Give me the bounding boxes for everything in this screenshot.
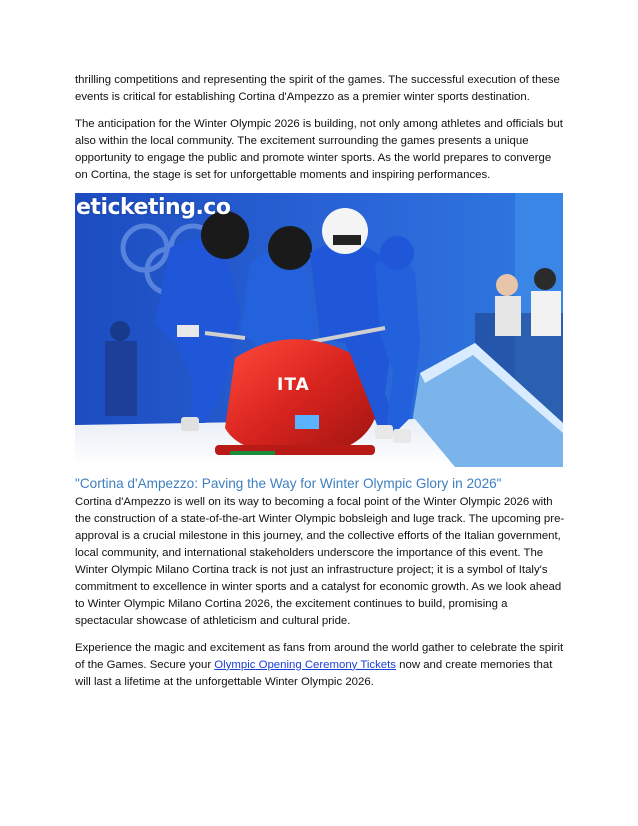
- closing-text-before: Experience the magic and excitement as fans from around the world gather to celebrate the spirit of the Games. Secure your: [75, 641, 564, 671]
- paragraph-intro: thrilling competitions and representing the spirit of the games. The successful execution of these events is critical for establishing Cortina d'Ampezzo as a premier winter sports destination.: [75, 74, 560, 103]
- bobsleigh-sled: [215, 340, 375, 456]
- opening-ceremony-tickets-link[interactable]: Olympic Opening Ceremony Tickets: [214, 658, 396, 671]
- bobsleigh-illustration: [75, 193, 563, 467]
- sled-country-code: ITA: [277, 375, 310, 396]
- paragraph-closing: [75, 640, 565, 691]
- bobsleigh-photo: [75, 193, 563, 467]
- section-heading: "Cortina d'Ampezzo: Paving the Way for Winter Olympic Glory in 2026": [75, 476, 502, 492]
- document-content: [75, 72, 565, 700]
- paragraph-anticipation: The anticipation for the Winter Olympic 2026 is building, not only among athletes and officials but also within the local community. The excitement surrounding the games presents a unique opportunity to engage the public and promote winter sports. As the world prepares to converge on Cortina, the stage is set for unforgettable moments and inspiring performances.: [75, 117, 563, 181]
- closing-text-after: now and create memories that will last a lifetime at the unforgettable Winter Olympic 2026.: [75, 658, 553, 688]
- watermark-logo: eticketing.co: [76, 195, 231, 221]
- paragraph-cortina: Cortina d'Ampezzo is well on its way to becoming a focal point of the Winter Olympic 2026 with the construction of a state-of-the-art Winter Olympic bobsleigh and luge track. The upcoming pre-approval is a crucial milestone in this journey, and the collective efforts of the Italian government, local community, and international stakeholders underscore the importance of this event. The Winter Olympic Milano Cortina track is not just an infrastructure project; it is a symbol of Italy's commitment to excellence in winter sports and a catalyst for economic growth. As we look ahead to Winter Olympic Milano Cortina 2026, the excitement continues to build, promising a spectacular showcase of athleticism and cultural pride.: [75, 496, 565, 627]
